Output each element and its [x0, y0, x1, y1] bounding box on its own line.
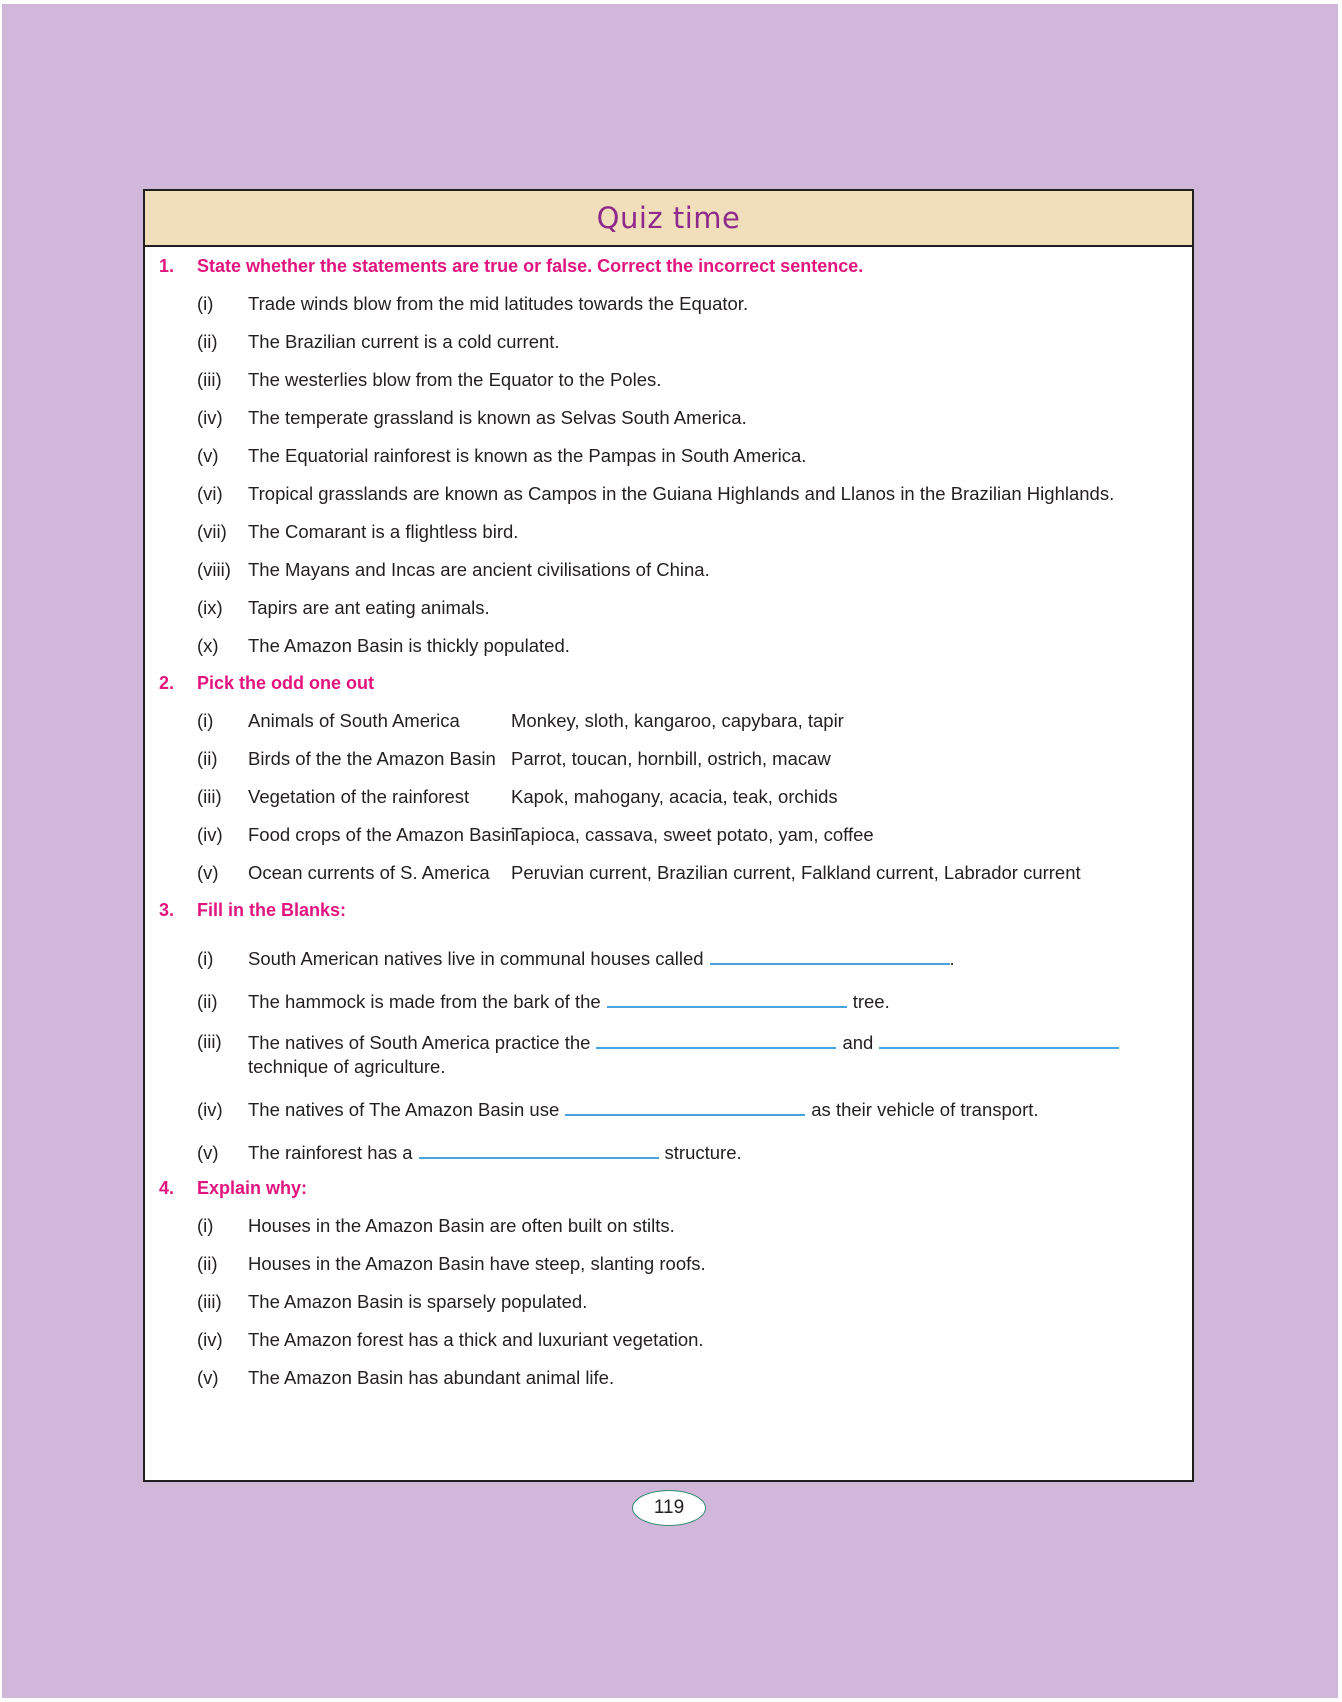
item-number: (iv) — [197, 824, 223, 845]
item-text-after: as their vehicle of transport. — [811, 1099, 1039, 1120]
item-text: The Amazon Basin is thickly populated. — [248, 635, 570, 656]
item-text: The temperate grassland is known as Selvas South America. — [248, 407, 747, 428]
question-4-heading — [159, 1178, 307, 1199]
q2-item — [197, 824, 874, 846]
item-options: Tapioca, cassava, sweet potato, yam, coffee — [511, 824, 874, 845]
item-options: Kapok, mahogany, acacia, teak, orchids — [511, 786, 838, 807]
question-number: 2. — [159, 673, 175, 693]
item-text: The Mayans and Incas are ancient civilisations of China. — [248, 559, 710, 580]
q4-item — [197, 1215, 675, 1237]
item-text-before: The natives of South America practice the — [248, 1032, 591, 1053]
quiz-body — [145, 247, 1192, 1482]
item-number: (iii) — [197, 369, 222, 390]
item-number: (ii) — [197, 331, 218, 352]
item-text: The Equatorial rainforest is known as the Pampas in South America. — [248, 445, 807, 466]
quiz-box — [143, 189, 1194, 1482]
item-text: Houses in the Amazon Basin are often built on stilts. — [248, 1215, 675, 1236]
item-category: Birds of the the Amazon Basin — [248, 748, 496, 769]
item-category: Vegetation of the rainforest — [248, 786, 470, 807]
item-number: (i) — [197, 948, 214, 969]
item-number: (ix) — [197, 597, 223, 618]
question-3-heading — [159, 900, 346, 921]
q1-item — [197, 483, 1114, 505]
q1-item — [197, 597, 490, 619]
q3-item — [197, 1099, 1039, 1121]
question-number: 3. — [159, 900, 175, 920]
item-text: Tropical grasslands are known as Campos in the Guiana Highlands and Llanos in the Brazilian Highlands. — [248, 483, 1115, 504]
item-text-before: The rainforest has a — [248, 1142, 413, 1163]
item-number: (ii) — [197, 1253, 218, 1274]
item-number: (i) — [197, 710, 214, 731]
item-text: The Amazon forest has a thick and luxuriant vegetation. — [248, 1329, 704, 1350]
q1-item — [197, 369, 661, 391]
item-text: The Brazilian current is a cold current. — [248, 331, 560, 352]
answer-blank[interactable] — [596, 1047, 836, 1049]
item-text: The Comarant is a flightless bird. — [248, 521, 519, 542]
item-number: (ii) — [197, 748, 218, 769]
quiz-header — [145, 191, 1192, 247]
item-text-after: . — [949, 948, 955, 969]
item-options: Monkey, sloth, kangaroo, capybara, tapir — [511, 710, 844, 731]
question-number: 1. — [159, 256, 175, 276]
item-number: (i) — [197, 293, 214, 314]
q3-item — [197, 948, 955, 970]
q4-item — [197, 1329, 704, 1351]
q3-item — [197, 991, 890, 1013]
q4-item — [197, 1367, 614, 1389]
item-text-before: South American natives live in communal houses called — [248, 948, 704, 969]
answer-blank[interactable] — [419, 1157, 659, 1159]
item-text: The westerlies blow from the Equator to the Poles. — [248, 369, 662, 390]
item-number: (iv) — [197, 1099, 223, 1120]
item-number: (vii) — [197, 521, 227, 542]
item-number: (iii) — [197, 1031, 222, 1052]
item-text-before: The natives of The Amazon Basin use — [248, 1099, 560, 1120]
question-text: State whether the statements are true or false. Correct the incorrect sentence. — [197, 256, 864, 276]
item-number: (x) — [197, 635, 219, 656]
q2-item — [197, 710, 844, 732]
q1-item — [197, 293, 748, 315]
item-category: Food crops of the Amazon Basin — [248, 824, 516, 845]
item-text: The Amazon Basin is sparsely populated. — [248, 1291, 588, 1312]
answer-blank[interactable] — [565, 1114, 805, 1116]
item-number: (vi) — [197, 483, 223, 504]
page-number: 119 — [632, 1490, 706, 1526]
item-number: (i) — [197, 1215, 214, 1236]
q2-item — [197, 748, 831, 770]
q3-item — [197, 1031, 1178, 1079]
item-text-after: structure. — [664, 1142, 742, 1163]
item-number: (ii) — [197, 991, 218, 1012]
q4-item — [197, 1291, 587, 1313]
question-2-heading — [159, 673, 374, 694]
item-category: Animals of South America — [248, 710, 460, 731]
item-category: Ocean currents of S. America — [248, 862, 490, 883]
item-number: (v) — [197, 862, 219, 883]
item-number: (iii) — [197, 1291, 222, 1312]
item-number: (v) — [197, 445, 219, 466]
q1-item — [197, 331, 560, 353]
question-text: Explain why: — [197, 1178, 308, 1198]
question-number: 4. — [159, 1178, 175, 1198]
item-text-middle: and — [842, 1032, 874, 1053]
question-text: Fill in the Blanks: — [197, 900, 347, 920]
answer-blank[interactable] — [710, 963, 950, 965]
q4-item — [197, 1253, 706, 1275]
item-text-block — [248, 1031, 1178, 1079]
answer-blank[interactable] — [607, 1006, 847, 1008]
item-number: (iv) — [197, 1329, 223, 1350]
item-number: (viii) — [197, 559, 231, 580]
item-text-before: The hammock is made from the bark of the — [248, 991, 601, 1012]
item-text-after: technique of agriculture. — [248, 1056, 446, 1077]
q2-item — [197, 786, 838, 808]
item-options: Peruvian current, Brazilian current, Falkland current, Labrador current — [511, 862, 1081, 883]
item-number: (iii) — [197, 786, 222, 807]
item-text-after: tree. — [852, 991, 890, 1012]
question-text: Pick the odd one out — [197, 673, 375, 693]
item-number: (v) — [197, 1142, 219, 1163]
item-text: The Amazon Basin has abundant animal life. — [248, 1367, 615, 1388]
item-number: (v) — [197, 1367, 219, 1388]
q1-item — [197, 445, 806, 467]
item-number: (iv) — [197, 407, 223, 428]
question-1-heading — [159, 256, 863, 277]
q1-item — [197, 407, 747, 429]
answer-blank[interactable] — [879, 1047, 1119, 1049]
q1-item — [197, 559, 710, 581]
item-options: Parrot, toucan, hornbill, ostrich, macaw — [511, 748, 831, 769]
item-text: Houses in the Amazon Basin have steep, slanting roofs. — [248, 1253, 706, 1274]
quiz-title: Quiz time — [596, 201, 741, 235]
q3-item — [197, 1142, 742, 1164]
item-text: Tapirs are ant eating animals. — [248, 597, 490, 618]
item-text: Trade winds blow from the mid latitudes towards the Equator. — [248, 293, 749, 314]
q1-item — [197, 521, 518, 543]
q1-item — [197, 635, 570, 657]
q2-item — [197, 862, 1081, 884]
